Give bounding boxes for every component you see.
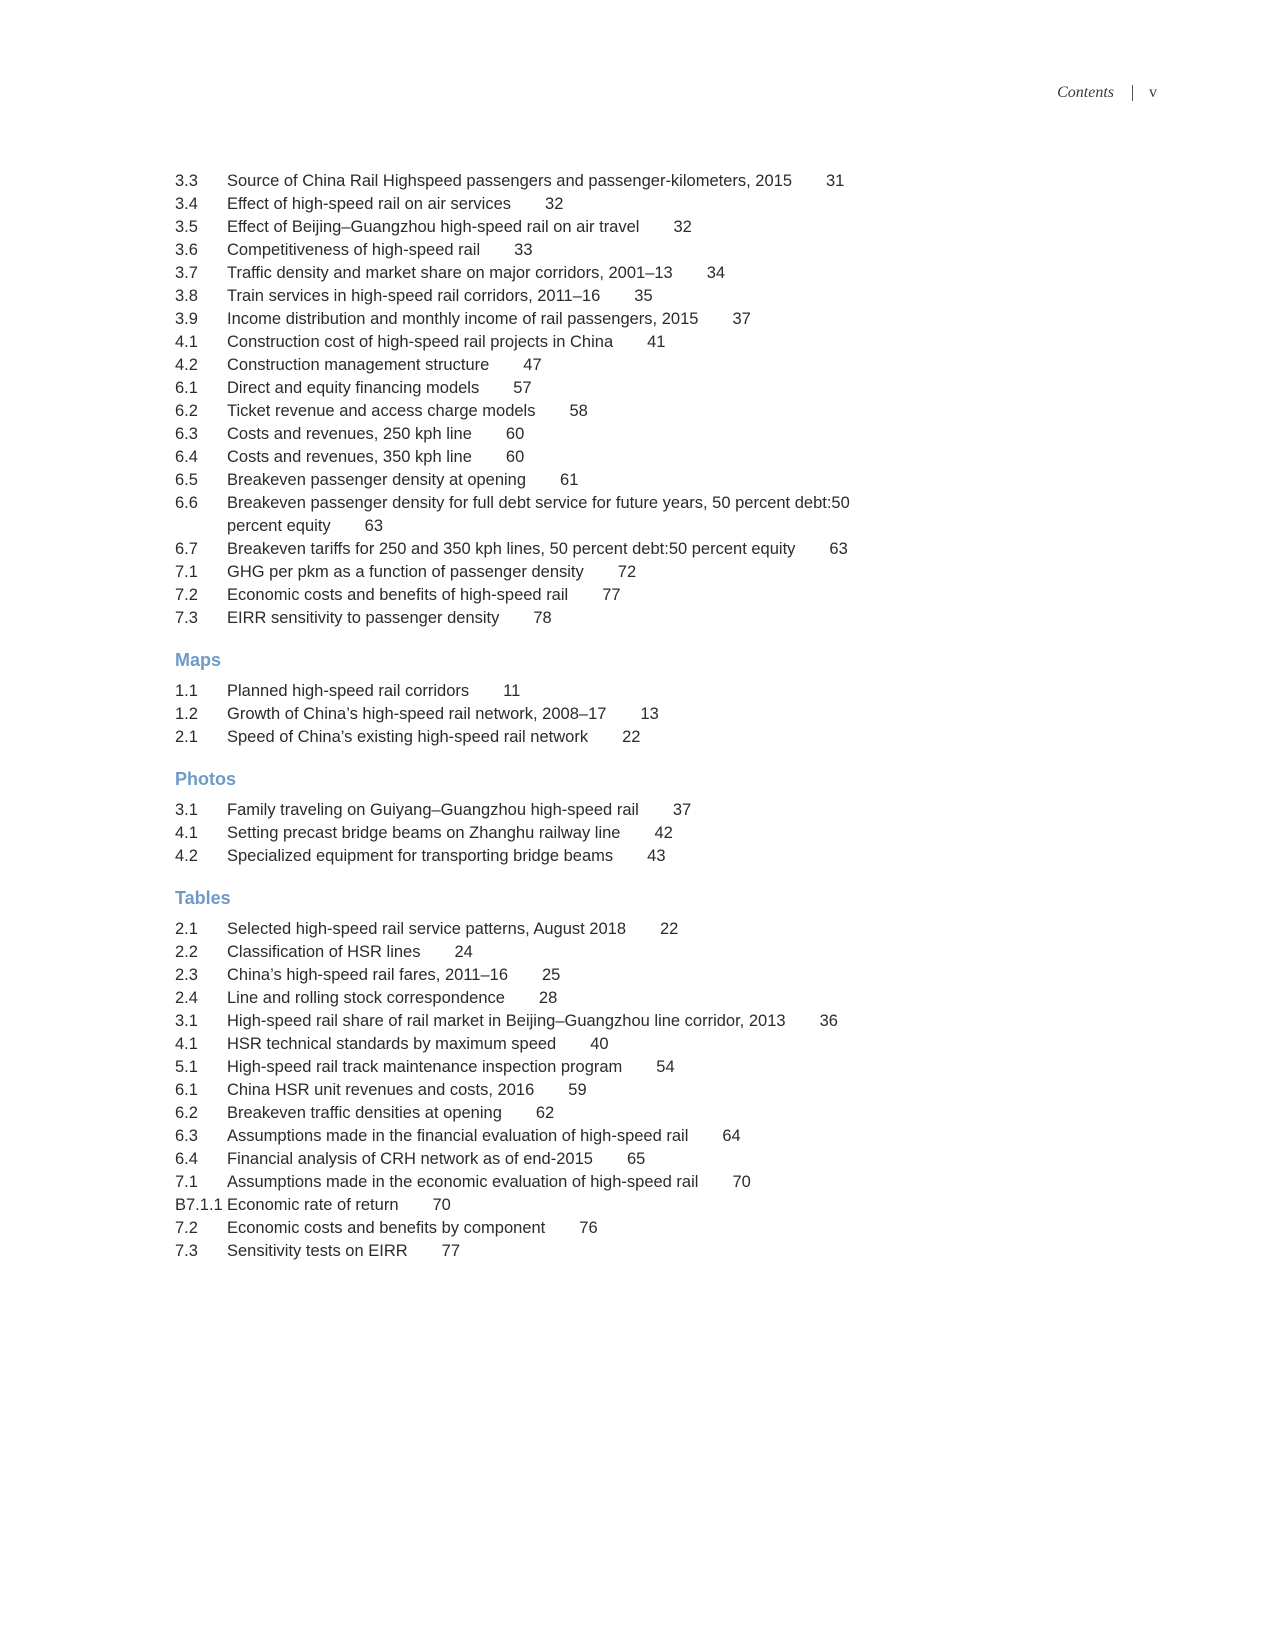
entry-text — [227, 1194, 867, 1217]
entry-page-number: 59 — [568, 1081, 587, 1099]
photos-heading: Photos — [175, 769, 236, 789]
entry-page-number: 65 — [626, 1150, 646, 1168]
entry-text — [227, 726, 867, 749]
toc-entry[interactable] — [175, 561, 875, 584]
toc-entry[interactable] — [175, 193, 875, 216]
toc-entry[interactable] — [175, 1171, 875, 1194]
entry-text — [227, 845, 867, 868]
entry-title: Breakeven passenger density at opening — [227, 471, 527, 489]
entry-page-number: 22 — [622, 728, 641, 746]
entry-title: Costs and revenues, 250 kph line — [227, 425, 472, 443]
entry-title: Source of China Rail Highspeed passengers and passenger-kilometers, 2015 — [227, 172, 792, 190]
entry-text — [227, 262, 867, 285]
tables-list — [175, 918, 875, 1263]
entry-number: 6.2 — [175, 1104, 198, 1122]
entry-title: Sensitivity tests on EIRR — [227, 1242, 408, 1260]
entry-title: Financial analysis of CRH network as of end-2015 — [227, 1150, 593, 1168]
entry-text — [227, 354, 867, 377]
entry-text — [227, 1125, 867, 1148]
entry-page-number: 34 — [706, 264, 726, 282]
entry-page-number: 13 — [640, 705, 659, 723]
toc-entry[interactable] — [175, 170, 875, 193]
toc-entry[interactable] — [175, 354, 875, 377]
entry-page-number: 37 — [672, 801, 692, 819]
entry-title: Setting precast bridge beams on Zhanghu railway line — [227, 824, 621, 842]
entry-number: 3.1 — [175, 1012, 198, 1030]
maps-heading: Maps — [175, 650, 222, 670]
entry-number: 3.5 — [175, 218, 198, 236]
toc-entry[interactable] — [175, 607, 875, 630]
entry-page-number: 58 — [569, 402, 588, 420]
entry-text — [227, 964, 867, 987]
entry-number: 7.1 — [175, 563, 198, 581]
header-page-number: v — [1149, 84, 1157, 101]
entry-page-number: 60 — [505, 425, 525, 443]
toc-entry[interactable] — [175, 1033, 875, 1056]
entry-text — [227, 1102, 867, 1125]
entry-text — [227, 239, 867, 262]
toc-entry[interactable] — [175, 239, 875, 262]
entry-text — [227, 987, 867, 1010]
entry-title: Economic rate of return — [227, 1196, 399, 1214]
entry-title: Effect of Beijing–Guangzhou high-speed rail on air travel — [227, 218, 640, 236]
entry-page-number: 77 — [441, 1242, 461, 1260]
toc-entry[interactable] — [175, 726, 875, 749]
entry-text — [227, 561, 867, 584]
entry-number: 2.3 — [175, 966, 198, 984]
entry-number: 6.1 — [175, 379, 198, 397]
toc-entry[interactable] — [175, 400, 875, 423]
entry-number: 4.1 — [175, 1035, 198, 1053]
entry-page-number: 57 — [513, 379, 532, 397]
entry-text — [227, 584, 867, 607]
entry-text — [227, 331, 867, 354]
entry-title: Growth of China’s high-speed rail network, 2008–17 — [227, 705, 607, 723]
header-section-title: Contents — [1057, 84, 1114, 101]
toc-entry[interactable] — [175, 680, 875, 703]
toc-entry[interactable] — [175, 941, 875, 964]
toc-entry[interactable] — [175, 308, 875, 331]
entry-number: 5.1 — [175, 1058, 198, 1076]
entry-title: Family traveling on Guiyang–Guangzhou high-speed rail — [227, 801, 639, 819]
entry-title: Competitiveness of high-speed rail — [227, 241, 481, 259]
entry-text — [227, 1056, 867, 1079]
entry-number: 7.2 — [175, 586, 198, 604]
entry-page-number: 32 — [673, 218, 692, 236]
entry-text — [227, 170, 867, 193]
toc-entry[interactable] — [175, 469, 875, 492]
contents-list — [175, 170, 875, 1263]
entry-title: Specialized equipment for transporting bridge beams — [227, 847, 614, 865]
entry-page-number: 62 — [535, 1104, 555, 1122]
toc-entry[interactable] — [175, 1056, 875, 1079]
toc-entry[interactable] — [175, 822, 875, 845]
entry-page-number: 43 — [647, 847, 666, 865]
entry-title: China’s high-speed rail fares, 2011–16 — [227, 966, 508, 984]
entry-text — [227, 423, 867, 446]
tables-heading: Tables — [175, 888, 231, 908]
entry-number: 7.3 — [175, 1242, 198, 1260]
toc-entry[interactable] — [175, 987, 875, 1010]
entry-number: 6.1 — [175, 1081, 198, 1099]
entry-title: Breakeven traffic densities at opening — [227, 1104, 502, 1122]
toc-entry[interactable] — [175, 1148, 875, 1171]
entry-title: Breakeven passenger density for full debt service for future years, 50 percent debt:50 percent equity — [227, 494, 850, 535]
entry-number: 6.4 — [175, 1150, 198, 1168]
entry-title: HSR technical standards by maximum speed — [227, 1035, 557, 1053]
entry-number: 3.7 — [175, 264, 198, 282]
entry-page-number: 22 — [660, 920, 679, 938]
entry-page-number: 64 — [722, 1127, 741, 1145]
entry-text — [227, 446, 867, 469]
entry-text — [227, 469, 867, 492]
entry-number: B7.1.1 — [175, 1196, 223, 1214]
entry-number: 6.3 — [175, 425, 198, 443]
entry-page-number: 77 — [602, 586, 621, 604]
entry-number: 3.8 — [175, 287, 198, 305]
entry-text — [227, 216, 867, 239]
entry-page-number: 11 — [503, 682, 521, 700]
entry-page-number: 54 — [656, 1058, 675, 1076]
entry-page-number: 76 — [579, 1219, 598, 1237]
entry-text — [227, 941, 867, 964]
entry-number: 7.1 — [175, 1173, 198, 1191]
entry-title: Line and rolling stock correspondence — [227, 989, 505, 1007]
entry-page-number: 32 — [545, 195, 564, 213]
entry-title: Train services in high-speed rail corridors, 2011–16 — [227, 287, 601, 305]
toc-entry[interactable] — [175, 1240, 875, 1263]
entry-number: 4.1 — [175, 824, 198, 842]
entry-title: Speed of China’s existing high-speed rail network — [227, 728, 589, 746]
entry-title: Income distribution and monthly income of rail passengers, 2015 — [227, 310, 699, 328]
entry-page-number: 40 — [590, 1035, 609, 1053]
toc-entry[interactable] — [175, 1217, 875, 1240]
toc-entry[interactable] — [175, 703, 875, 726]
entry-title: GHG per pkm as a function of passenger density — [227, 563, 584, 581]
entry-number: 2.2 — [175, 943, 198, 961]
entry-number: 7.3 — [175, 609, 198, 627]
entry-number: 4.2 — [175, 847, 198, 865]
entry-page-number: 36 — [819, 1012, 838, 1030]
entry-page-number: 70 — [732, 1173, 751, 1191]
entry-title: Ticket revenue and access charge models — [227, 402, 536, 420]
entry-title: Assumptions made in the economic evaluation of high-speed rail — [227, 1173, 699, 1191]
entry-title: Construction cost of high-speed rail projects in China — [227, 333, 614, 351]
toc-entry[interactable] — [175, 285, 875, 308]
entry-number: 1.2 — [175, 705, 198, 723]
entry-number: 2.1 — [175, 920, 198, 938]
entry-page-number: 31 — [826, 172, 845, 190]
entry-text — [227, 1033, 867, 1056]
entry-page-number: 35 — [634, 287, 653, 305]
entry-number: 6.7 — [175, 540, 198, 558]
entry-text — [227, 1010, 867, 1033]
entry-text — [227, 1079, 867, 1102]
entry-text — [227, 285, 867, 308]
toc-entry[interactable] — [175, 262, 875, 285]
toc-entry[interactable] — [175, 1079, 875, 1102]
entry-page-number: 47 — [523, 356, 542, 374]
entry-text — [227, 1148, 867, 1171]
maps-list — [175, 680, 875, 749]
entry-page-number: 78 — [533, 609, 552, 627]
entry-title: High-speed rail share of rail market in Beijing–Guangzhou line corridor, 2013 — [227, 1012, 786, 1030]
entry-title: China HSR unit revenues and costs, 2016 — [227, 1081, 535, 1099]
entry-text — [227, 918, 867, 941]
toc-entry[interactable] — [175, 964, 875, 987]
toc-entry[interactable] — [175, 584, 875, 607]
toc-entry[interactable] — [175, 1010, 875, 1033]
entry-title: Traffic density and market share on major corridors, 2001–13 — [227, 264, 673, 282]
entry-number: 2.4 — [175, 989, 198, 1007]
entry-number: 2.1 — [175, 728, 198, 746]
entry-text — [227, 193, 867, 216]
entry-text — [227, 799, 867, 822]
toc-entry[interactable] — [175, 918, 875, 941]
entry-title: High-speed rail track maintenance inspection program — [227, 1058, 623, 1076]
entry-title: Breakeven tariffs for 250 and 350 kph lines, 50 percent debt:50 percent equity — [227, 540, 796, 558]
entry-page-number: 60 — [505, 448, 525, 466]
entry-page-number: 24 — [454, 943, 473, 961]
entry-title: Costs and revenues, 350 kph line — [227, 448, 472, 466]
entry-text — [227, 703, 867, 726]
entry-text — [227, 308, 867, 331]
entry-number: 6.2 — [175, 402, 198, 420]
entry-page-number: 37 — [732, 310, 751, 328]
toc-entry[interactable] — [175, 845, 875, 868]
toc-entry[interactable] — [175, 377, 875, 400]
entry-text — [227, 1240, 867, 1263]
entry-title: Classification of HSR lines — [227, 943, 421, 961]
entry-title: Economic costs and benefits by component — [227, 1219, 546, 1237]
entry-text — [227, 400, 867, 423]
toc-entry[interactable] — [175, 423, 875, 446]
entry-title: Selected high-speed rail service patterns, August 2018 — [227, 920, 626, 938]
entry-page-number: 70 — [432, 1196, 451, 1214]
toc-entry[interactable] — [175, 331, 875, 354]
entry-page-number: 61 — [560, 471, 579, 489]
entry-number: 4.1 — [175, 333, 198, 351]
entry-text — [227, 377, 867, 400]
entry-text — [227, 538, 867, 561]
toc-entry[interactable] — [175, 1194, 875, 1217]
entry-number: 3.6 — [175, 241, 198, 259]
entry-number: 3.4 — [175, 195, 198, 213]
entry-title: Assumptions made in the financial evaluation of high-speed rail — [227, 1127, 689, 1145]
entry-text — [227, 1171, 867, 1194]
entry-number: 6.3 — [175, 1127, 198, 1145]
header-divider — [1132, 85, 1133, 101]
entry-page-number: 33 — [514, 241, 533, 259]
entry-number: 4.2 — [175, 356, 198, 374]
entry-number: 3.9 — [175, 310, 198, 328]
entry-title: Effect of high-speed rail on air services — [227, 195, 512, 213]
entry-number: 3.3 — [175, 172, 198, 190]
entry-number: 6.6 — [175, 494, 198, 512]
entry-page-number: 42 — [654, 824, 673, 842]
entry-title: Direct and equity financing models — [227, 379, 480, 397]
entry-text — [227, 680, 867, 703]
entry-page-number: 25 — [542, 966, 561, 984]
toc-entry[interactable] — [175, 492, 875, 538]
toc-entry[interactable] — [175, 1102, 875, 1125]
running-header — [1057, 84, 1157, 102]
entry-number: 6.5 — [175, 471, 198, 489]
entry-number: 1.1 — [175, 682, 198, 700]
entry-number: 3.1 — [175, 801, 198, 819]
entry-number: 7.2 — [175, 1219, 198, 1237]
photos-list — [175, 799, 875, 868]
entry-text — [227, 822, 867, 845]
entry-page-number: 28 — [538, 989, 558, 1007]
toc-entry[interactable] — [175, 216, 875, 239]
entry-text — [227, 1217, 867, 1240]
toc-entry[interactable] — [175, 446, 875, 469]
figures-list — [175, 170, 875, 630]
toc-entry[interactable] — [175, 799, 875, 822]
toc-entry[interactable] — [175, 538, 875, 561]
toc-entry[interactable] — [175, 1125, 875, 1148]
entry-page-number: 41 — [647, 333, 666, 351]
entry-page-number: 72 — [617, 563, 637, 581]
entry-page-number: 63 — [364, 517, 384, 535]
entry-title: EIRR sensitivity to passenger density — [227, 609, 500, 627]
entry-title: Planned high-speed rail corridors — [227, 682, 470, 700]
entry-page-number: 63 — [829, 540, 848, 558]
entry-text — [227, 607, 867, 630]
entry-title: Construction management structure — [227, 356, 490, 374]
entry-title: Economic costs and benefits of high-speed rail — [227, 586, 569, 604]
entry-number: 6.4 — [175, 448, 198, 466]
entry-text — [227, 492, 867, 538]
